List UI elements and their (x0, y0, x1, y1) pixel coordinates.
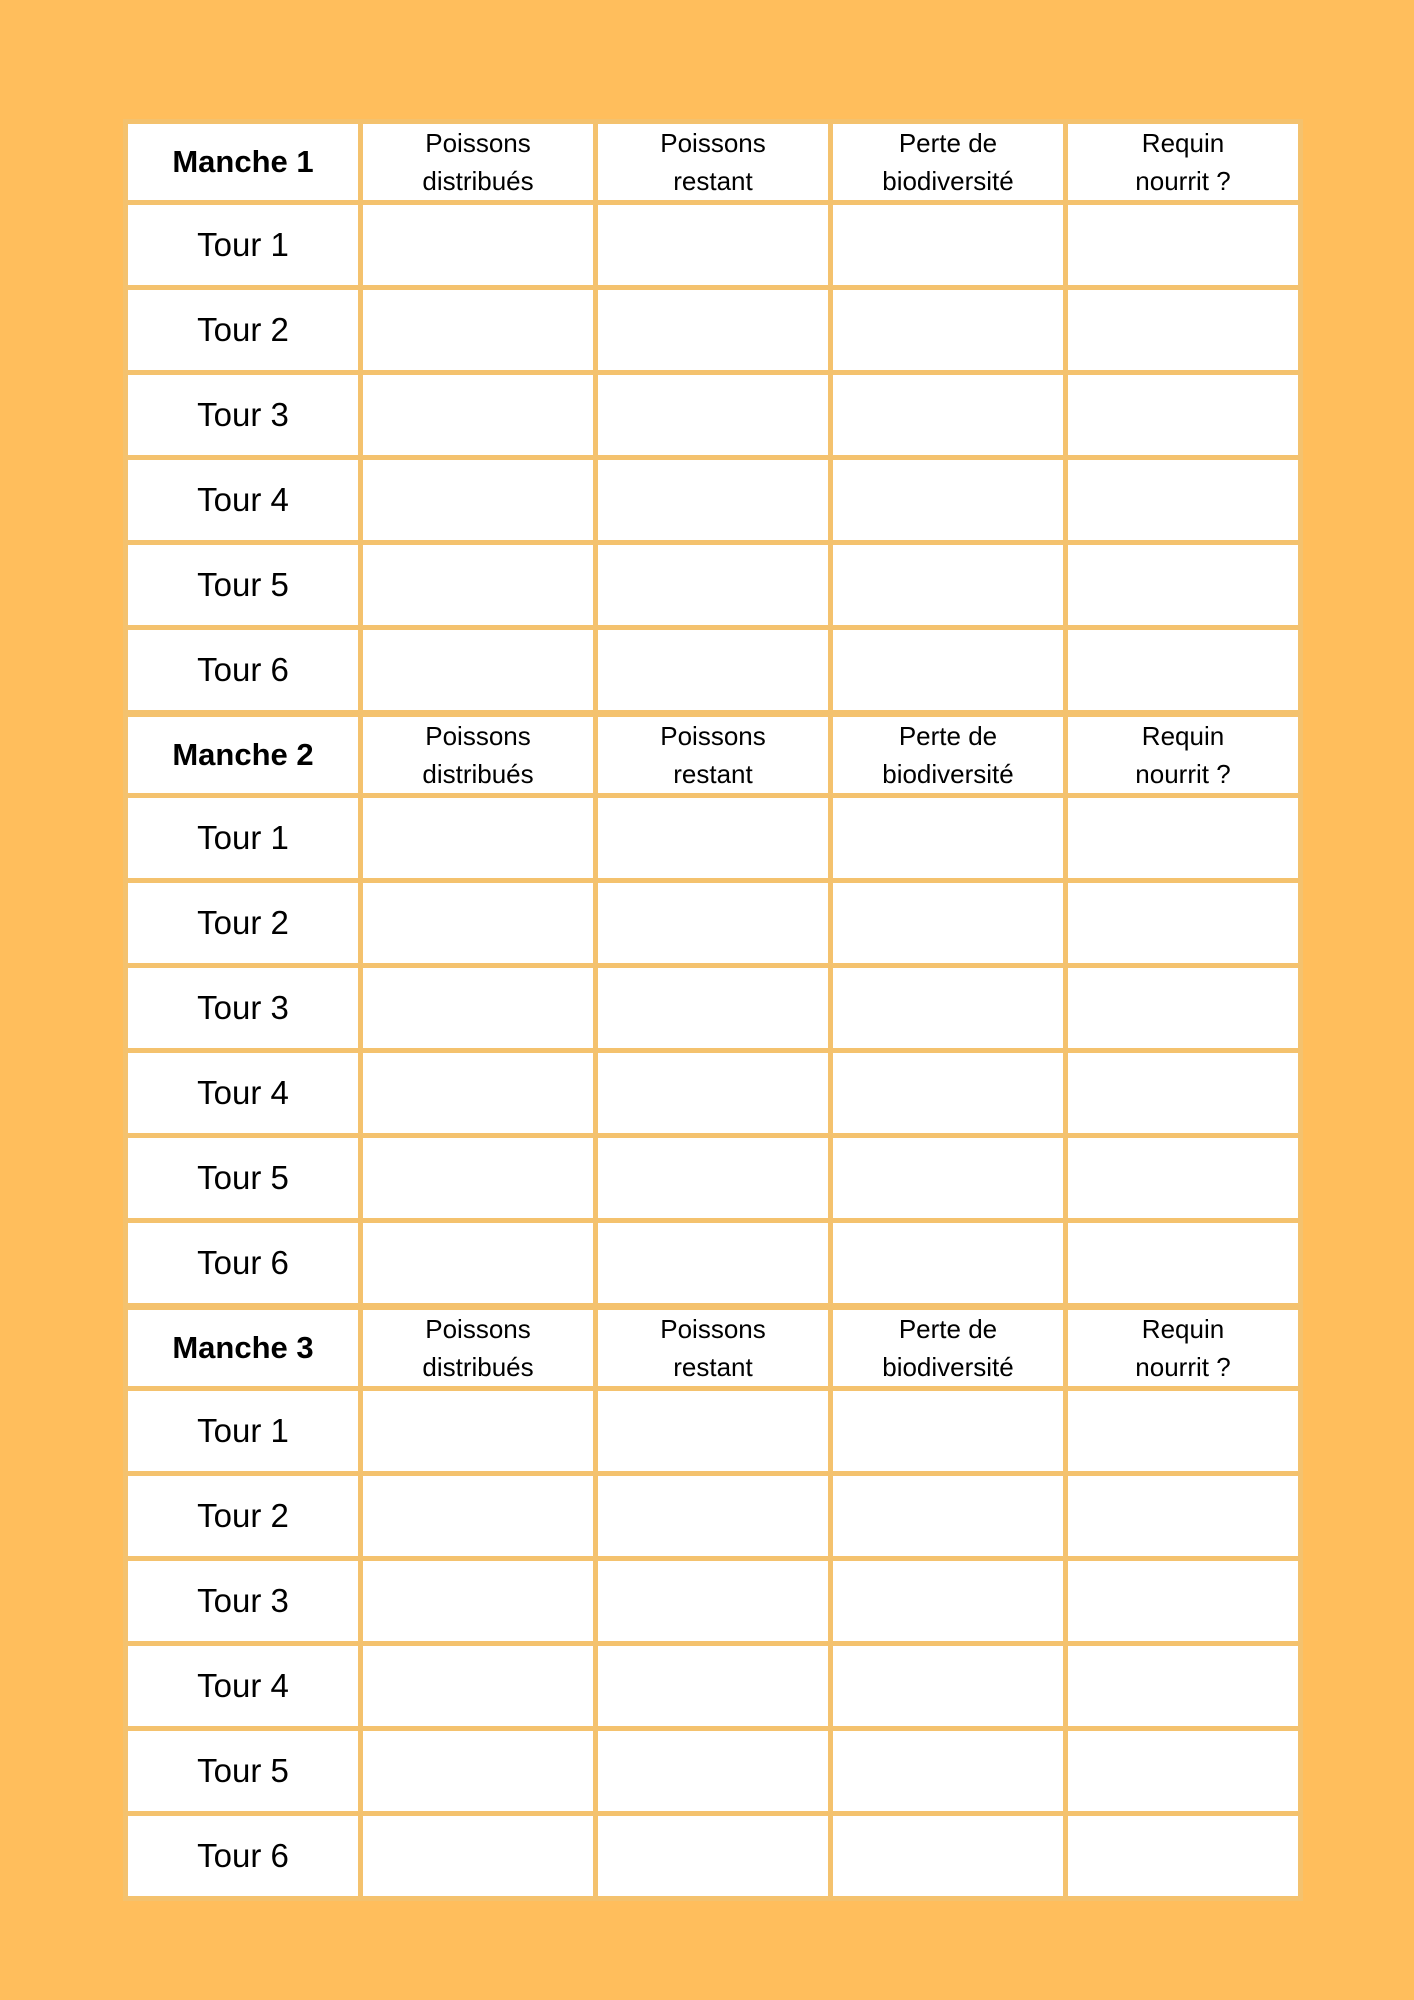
entry-cell[interactable] (598, 968, 828, 1048)
entry-cell[interactable] (598, 630, 828, 710)
round-title: Manche 1 (128, 124, 358, 200)
column-header-line2: restant (673, 166, 753, 196)
column-header-line2: nourrit ? (1135, 1352, 1231, 1382)
column-header-line2: distribués (422, 759, 534, 789)
entry-cell[interactable] (363, 1053, 593, 1133)
entry-cell[interactable] (833, 1223, 1063, 1303)
entry-cell[interactable] (1068, 1391, 1298, 1471)
entry-cell[interactable] (598, 1138, 828, 1218)
entry-cell[interactable] (1068, 883, 1298, 963)
column-header-line2: biodiversité (882, 1352, 1014, 1382)
column-header (833, 124, 1063, 200)
entry-cell[interactable] (598, 1816, 828, 1896)
entry-cell[interactable] (833, 290, 1063, 370)
entry-cell[interactable] (833, 1561, 1063, 1641)
entry-cell[interactable] (1068, 968, 1298, 1048)
round-table (123, 712, 1303, 1308)
tour-label: Tour 1 (128, 1391, 358, 1471)
tour-label: Tour 3 (128, 375, 358, 455)
entry-cell[interactable] (833, 1731, 1063, 1811)
table-row (128, 460, 1298, 540)
table-row (128, 1646, 1298, 1726)
column-header-line2: distribués (422, 166, 534, 196)
column-header-line1: Poissons (660, 721, 766, 751)
column-header (1068, 1310, 1298, 1386)
header-row (128, 717, 1298, 793)
table-row (128, 883, 1298, 963)
table-row (128, 1561, 1298, 1641)
entry-cell[interactable] (363, 205, 593, 285)
tour-label: Tour 4 (128, 1053, 358, 1133)
entry-cell[interactable] (833, 375, 1063, 455)
entry-cell[interactable] (363, 883, 593, 963)
entry-cell[interactable] (833, 1816, 1063, 1896)
entry-cell[interactable] (598, 1731, 828, 1811)
table-row (128, 968, 1298, 1048)
table-row (128, 1391, 1298, 1471)
entry-cell[interactable] (1068, 545, 1298, 625)
entry-cell[interactable] (1068, 1138, 1298, 1218)
column-header (833, 1310, 1063, 1386)
entry-cell[interactable] (833, 1138, 1063, 1218)
entry-cell[interactable] (833, 883, 1063, 963)
entry-cell[interactable] (833, 630, 1063, 710)
entry-cell[interactable] (598, 798, 828, 878)
column-header (363, 1310, 593, 1386)
round-table (123, 1305, 1303, 1901)
entry-cell[interactable] (598, 1053, 828, 1133)
tour-label: Tour 1 (128, 205, 358, 285)
entry-cell[interactable] (598, 883, 828, 963)
column-header-line1: Poissons (425, 128, 531, 158)
entry-cell[interactable] (1068, 1053, 1298, 1133)
entry-cell[interactable] (833, 545, 1063, 625)
entry-cell[interactable] (363, 798, 593, 878)
entry-cell[interactable] (598, 1561, 828, 1641)
column-header-line1: Perte de (898, 128, 998, 158)
entry-cell[interactable] (363, 1138, 593, 1218)
entry-cell[interactable] (1068, 375, 1298, 455)
column-header (598, 1310, 828, 1386)
tour-label: Tour 6 (128, 1223, 358, 1303)
column-header-line1: Poissons (660, 128, 766, 158)
round-table (123, 119, 1303, 715)
table-row (128, 375, 1298, 455)
column-header-line2: distribués (422, 1352, 534, 1382)
entry-cell[interactable] (363, 1223, 593, 1303)
header-row (128, 1310, 1298, 1386)
column-header-line1: Requin (1141, 721, 1225, 751)
table-row (128, 630, 1298, 710)
entry-cell[interactable] (833, 1053, 1063, 1133)
table-row (128, 1223, 1298, 1303)
entry-cell[interactable] (833, 1476, 1063, 1556)
table-row (128, 205, 1298, 285)
entry-cell[interactable] (1068, 1223, 1298, 1303)
column-header (833, 717, 1063, 793)
entry-cell[interactable] (363, 1391, 593, 1471)
tour-label: Tour 2 (128, 883, 358, 963)
entry-cell[interactable] (1068, 630, 1298, 710)
table-row (128, 545, 1298, 625)
tour-label: Tour 6 (128, 1816, 358, 1896)
entry-cell[interactable] (833, 968, 1063, 1048)
tour-label: Tour 5 (128, 545, 358, 625)
entry-cell[interactable] (598, 1391, 828, 1471)
table-row (128, 1138, 1298, 1218)
column-header-line1: Perte de (898, 1314, 998, 1344)
entry-cell[interactable] (833, 460, 1063, 540)
entry-cell[interactable] (363, 375, 593, 455)
column-header-line1: Perte de (898, 721, 998, 751)
entry-cell[interactable] (1068, 205, 1298, 285)
column-header (363, 124, 593, 200)
header-row (128, 124, 1298, 200)
tour-label: Tour 4 (128, 1646, 358, 1726)
tour-label: Tour 2 (128, 1476, 358, 1556)
column-header (1068, 124, 1298, 200)
tour-label: Tour 6 (128, 630, 358, 710)
entry-cell[interactable] (598, 460, 828, 540)
entry-cell[interactable] (363, 968, 593, 1048)
score-sheet (123, 124, 1293, 1896)
column-header-line1: Requin (1141, 128, 1225, 158)
table-row (128, 1816, 1298, 1896)
entry-cell[interactable] (363, 1476, 593, 1556)
entry-cell[interactable] (598, 205, 828, 285)
column-header-line1: Requin (1141, 1314, 1225, 1344)
entry-cell[interactable] (598, 290, 828, 370)
entry-cell[interactable] (1068, 1476, 1298, 1556)
table-row (128, 290, 1298, 370)
entry-cell[interactable] (363, 545, 593, 625)
round-title: Manche 3 (128, 1310, 358, 1386)
entry-cell[interactable] (363, 1561, 593, 1641)
entry-cell[interactable] (598, 375, 828, 455)
entry-cell[interactable] (363, 1731, 593, 1811)
tour-label: Tour 3 (128, 1561, 358, 1641)
table-row (128, 798, 1298, 878)
column-header-line2: nourrit ? (1135, 759, 1231, 789)
entry-cell[interactable] (1068, 1646, 1298, 1726)
tour-label: Tour 5 (128, 1731, 358, 1811)
entry-cell[interactable] (598, 545, 828, 625)
entry-cell[interactable] (1068, 1816, 1298, 1896)
table-row (128, 1053, 1298, 1133)
entry-cell[interactable] (1068, 290, 1298, 370)
entry-cell[interactable] (363, 1816, 593, 1896)
tour-label: Tour 4 (128, 460, 358, 540)
column-header (363, 717, 593, 793)
tour-label: Tour 3 (128, 968, 358, 1048)
column-header-line2: restant (673, 759, 753, 789)
entry-cell[interactable] (833, 1646, 1063, 1726)
entry-cell[interactable] (833, 1391, 1063, 1471)
entry-cell[interactable] (363, 290, 593, 370)
column-header-line1: Poissons (660, 1314, 766, 1344)
table-row (128, 1476, 1298, 1556)
entry-cell[interactable] (1068, 1731, 1298, 1811)
column-header (598, 124, 828, 200)
entry-cell[interactable] (598, 1223, 828, 1303)
tour-label: Tour 1 (128, 798, 358, 878)
column-header-line2: biodiversité (882, 166, 1014, 196)
entry-cell[interactable] (363, 630, 593, 710)
column-header-line1: Poissons (425, 721, 531, 751)
entry-cell[interactable] (1068, 460, 1298, 540)
column-header (598, 717, 828, 793)
column-header-line1: Poissons (425, 1314, 531, 1344)
tour-label: Tour 2 (128, 290, 358, 370)
column-header (1068, 717, 1298, 793)
entry-cell[interactable] (598, 1476, 828, 1556)
tour-label: Tour 5 (128, 1138, 358, 1218)
entry-cell[interactable] (598, 1646, 828, 1726)
column-header-line2: restant (673, 1352, 753, 1382)
entry-cell[interactable] (1068, 1561, 1298, 1641)
entry-cell[interactable] (833, 205, 1063, 285)
entry-cell[interactable] (833, 798, 1063, 878)
table-row (128, 1731, 1298, 1811)
entry-cell[interactable] (363, 460, 593, 540)
entry-cell[interactable] (363, 1646, 593, 1726)
entry-cell[interactable] (1068, 798, 1298, 878)
column-header-line2: biodiversité (882, 759, 1014, 789)
column-header-line2: nourrit ? (1135, 166, 1231, 196)
round-title: Manche 2 (128, 717, 358, 793)
